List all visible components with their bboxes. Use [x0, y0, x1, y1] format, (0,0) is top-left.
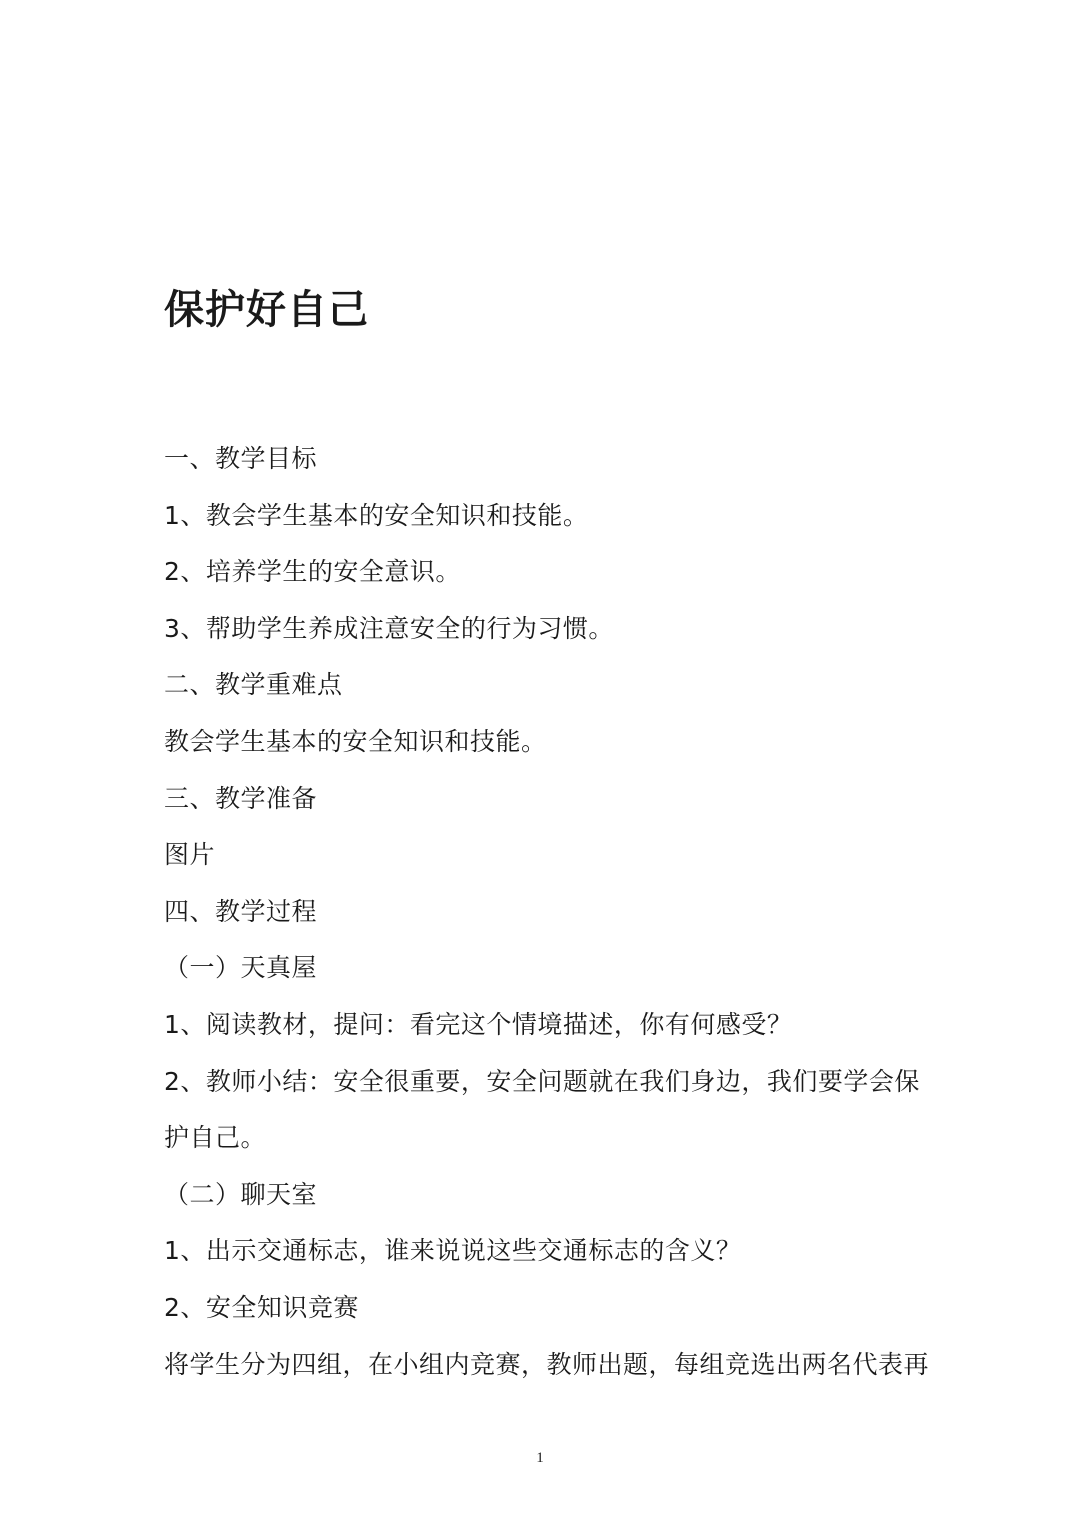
chatroom-paragraph: 将学生分为四组，在小组内竞赛，教师出题，每组竞选出两名代表再: [164, 1349, 930, 1379]
process-item-2-continued: 护自己。: [164, 1123, 267, 1153]
objective-item-2: 2、培养学生的安全意识。: [164, 557, 461, 587]
section-heading-preparation: 三、教学准备: [164, 783, 318, 813]
key-points-text: 教会学生基本的安全知识和技能。: [164, 726, 547, 756]
section-heading-objectives: 一、教学目标: [164, 444, 318, 473]
process-item-1: 1、阅读教材，提问：看完这个情境描述，你有何感受？: [164, 1009, 793, 1039]
preparation-text: 图片: [164, 840, 216, 870]
objective-item-1: 1、教会学生基本的安全知识和技能。: [164, 500, 589, 530]
page-number: 1: [536, 1450, 544, 1466]
document-body: [164, 431, 930, 1393]
process-item-2: 2、教师小结：安全很重要，安全问题就在我们身边，我们要学会保: [164, 1066, 920, 1096]
objective-item-3: 3、帮助学生养成注意安全的行为习惯。: [164, 613, 614, 643]
section-heading-key-points: 二、教学重难点: [164, 670, 343, 700]
subsection-heading-2: （二）聊天室: [164, 1179, 318, 1209]
section-heading-process: 四、教学过程: [164, 896, 318, 926]
subsection-heading-1: （一）天真屋: [164, 953, 318, 983]
document-title: 保护好自己: [164, 287, 369, 333]
chatroom-item-2: 2、安全知识竞赛: [164, 1292, 359, 1322]
chatroom-item-1: 1、出示交通标志，谁来说说这些交通标志的含义？: [164, 1236, 742, 1266]
